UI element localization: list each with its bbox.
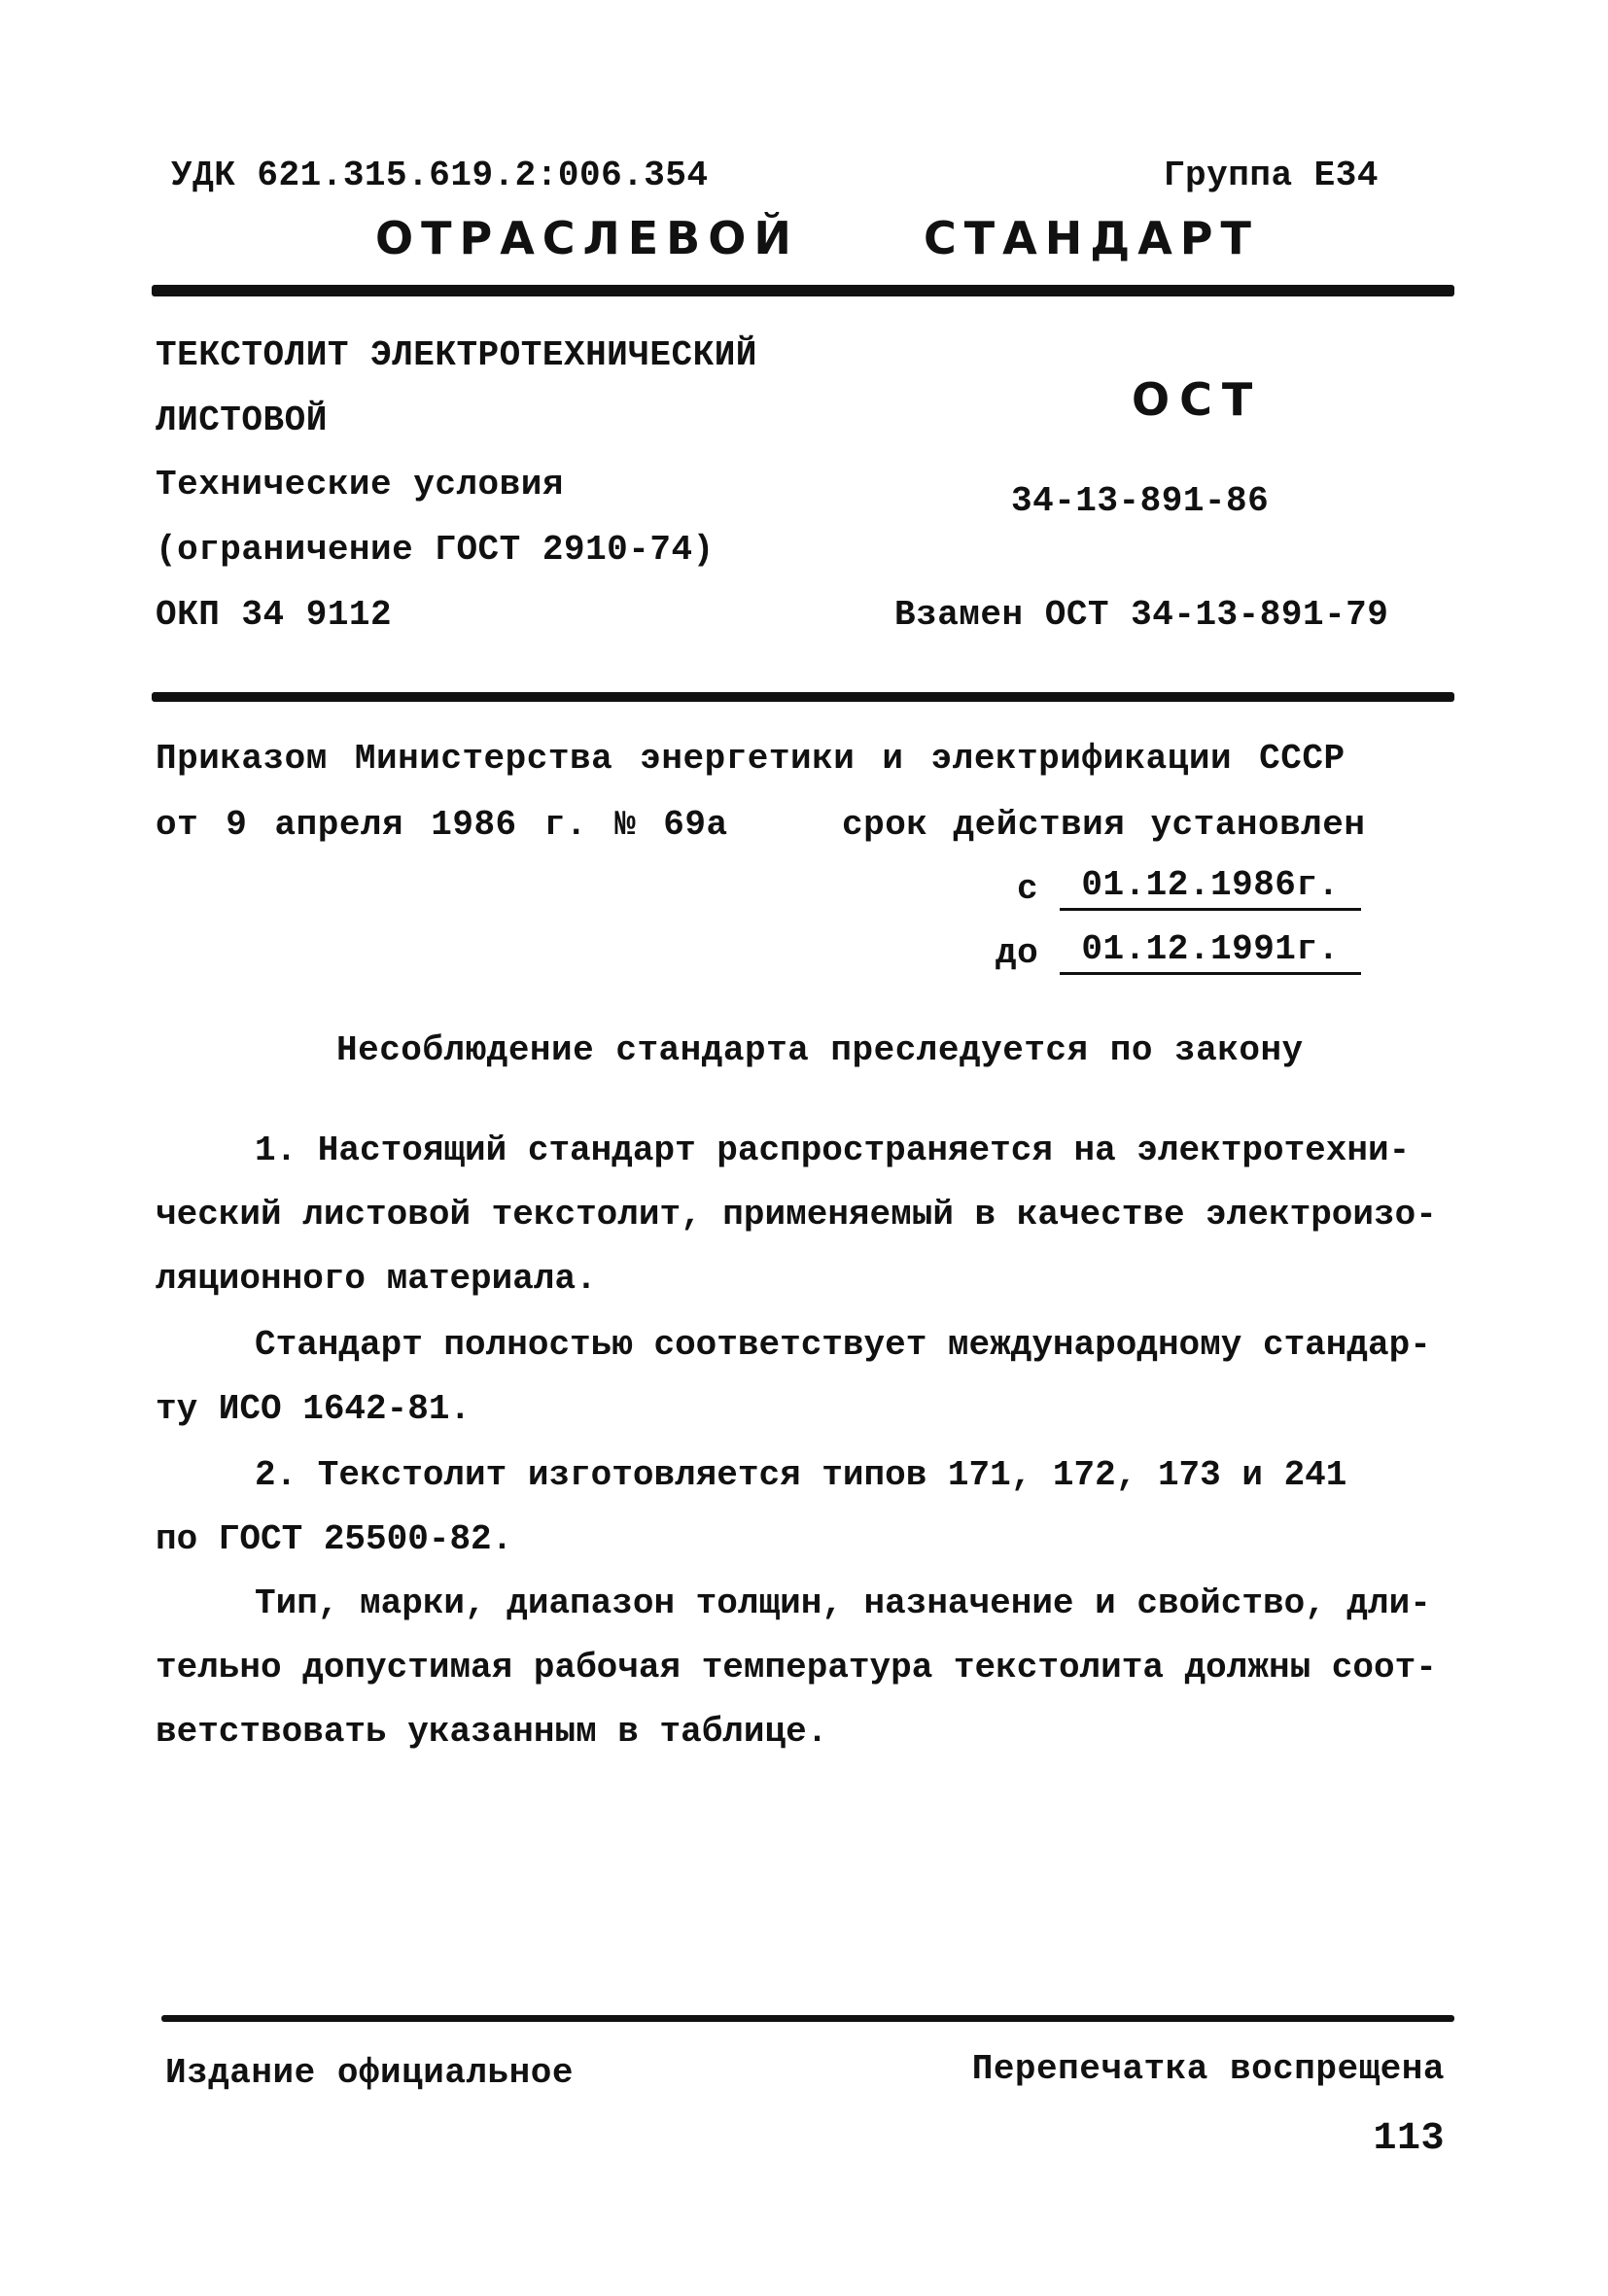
replaces-note: Взамен ОСТ 34-13-891-79 (894, 595, 1389, 635)
footer-divider (161, 2015, 1454, 2022)
edition-note: Издание официальное (165, 2053, 574, 2093)
para3-line1: 2. Текстолит изготовляется типов 171, 172, 173 и 241 (255, 1455, 1347, 1495)
validity-from-label: с (1017, 869, 1039, 909)
ost-number: 34-13-891-86 (1011, 481, 1270, 521)
page-number: 113 (1373, 2117, 1445, 2161)
para4-line3: ветствовать указанным в таблице. (156, 1712, 828, 1752)
document-subtitle: Технические условия (156, 465, 564, 504)
para1-line3: ляционного материала. (156, 1259, 597, 1299)
order-line2-suffix: срок действия установлен (842, 805, 1366, 845)
order-line2-prefix: от 9 апреля 1986 г. № 69а (156, 805, 728, 845)
okp-code: ОКП 34 9112 (156, 595, 393, 635)
para2-line1: Стандарт полностью соответствует международному стандар- (255, 1325, 1431, 1365)
para4-line2: тельно допустимая рабочая температура текстолита должны соот- (156, 1648, 1437, 1687)
ost-label: ОСТ (1132, 373, 1263, 426)
title-industry: ОТРАСЛЕВОЙ (375, 212, 799, 264)
group-code: Группа Е34 (1163, 156, 1379, 195)
order-line1: Приказом Министерства энергетики и электрификации СССР (156, 739, 1346, 779)
para1-line1: 1. Настоящий стандарт распространяется на электротехни- (255, 1131, 1411, 1170)
validity-to-date: 01.12.1991г. (1060, 929, 1361, 975)
para1-line2: ческий листовой текстолит, применяемый в качестве электроизо- (156, 1195, 1437, 1235)
legal-warning: Несоблюдение стандарта преследуется по закону (336, 1030, 1304, 1070)
reprint-note: Перепечатка воспрещена (971, 2049, 1445, 2089)
header-divider (152, 285, 1454, 296)
designation-divider (152, 692, 1454, 702)
product-name-line2: ЛИСТОВОЙ (156, 400, 328, 440)
udk-code: УДК 621.315.619.2:006.354 (171, 156, 709, 195)
para3-line2: по ГОСТ 25500-82. (156, 1519, 513, 1559)
para2-line2: ту ИСО 1642-81. (156, 1389, 472, 1429)
validity-from-date: 01.12.1986г. (1060, 865, 1361, 911)
title-standard: СТАНДАРТ (924, 212, 1259, 264)
restriction-note: (ограничение ГОСТ 2910-74) (156, 530, 715, 570)
product-name-line1: ТЕКСТОЛИТ ЭЛЕКТРОТЕХНИЧЕСКИЙ (156, 335, 757, 375)
validity-to-label: до (996, 933, 1039, 973)
para4-line1: Тип, марки, диапазон толщин, назначение и свойство, дли- (255, 1583, 1431, 1623)
